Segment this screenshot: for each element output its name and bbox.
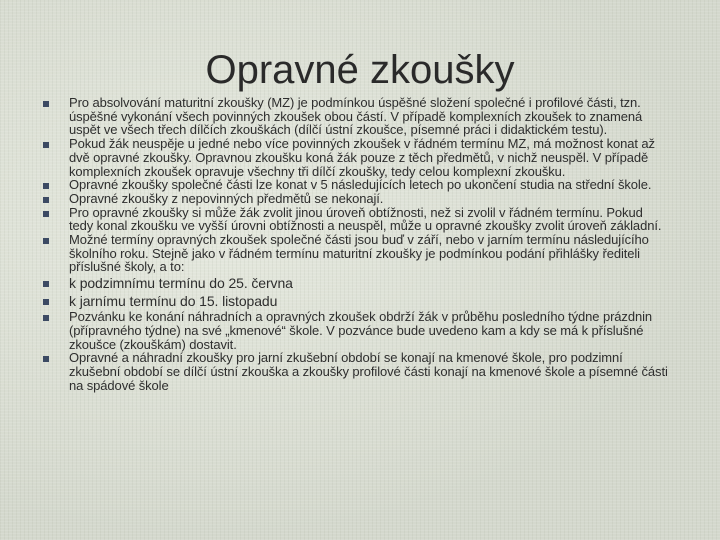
square-bullet-icon (43, 211, 49, 217)
square-bullet-icon (43, 299, 49, 305)
list-item (0, 351, 720, 392)
list-item-text: Opravné zkoušky společné části lze konat v 5 následujících letech po ukončení studia na střední škole. (69, 177, 652, 193)
list-item-text: Pozvánku ke konání náhradních a opravných zkoušek obdrží žák v průběhu posledního týdne prázdnin (přípravného týdne) na své „kmenové“ škole. V pozvánce bude uvedeno kam a kdy se má k příslušné zkoušce (zkouškám) dostavit. (69, 309, 653, 352)
list-item-deadline-spring (0, 292, 720, 310)
list-item-text: Pokud žák neuspěje u jedné nebo více povinných zkoušek v řádném termínu MZ, má možnost konat až dvě opravné zkoušky. Opravnou zkoušku koná žák pouze z těch předmětů, v nichž neuspěl. V případě komplexních zkoušek opravuje všechny tři dílčí zkoušky, tedy celou komplexní zkoušku. (69, 136, 655, 179)
deadline-label: k podzimnímu termínu (69, 275, 206, 292)
list-item (0, 137, 720, 178)
square-bullet-icon (43, 281, 49, 287)
square-bullet-icon (43, 142, 49, 148)
deadline-label: k jarnímu termínu (69, 293, 177, 310)
list-item-deadline-autumn (0, 274, 720, 292)
square-bullet-icon (43, 197, 49, 203)
bullet-list (0, 96, 720, 392)
list-item-text: Pro absolvování maturitní zkoušky (MZ) je podmínkou úspěšné složení společné i profilové části, tzn. úspěšné vykonání všech povinných zkoušek obou částí. V případě komplexních zkoušek to znamená uspět ve všech třech dílčích zkouškách (dílčí ústní zkoušce, písemné práci i didaktickém testu). (69, 95, 643, 138)
list-item-text: Opravné zkoušky z nepovinných předmětů se nekonají. (69, 190, 384, 206)
deadline-date: do 15. listopadu (176, 293, 278, 310)
list-item (0, 233, 720, 274)
slide-title: Opravné zkoušky (205, 48, 515, 92)
list-item (0, 192, 720, 206)
list-item (0, 310, 720, 351)
list-item-text: Pro opravné zkoušky si může žák zvolit jinou úroveň obtížnosti, než si zvolil v řádném termínu. Pokud tedy konal zkoušku ve vyšší úrovni obtížnosti a neuspěl, může u opravné zkoušky zvolit úroveň základní. (69, 204, 662, 234)
list-item (0, 96, 720, 137)
list-item (0, 206, 720, 233)
square-bullet-icon (43, 183, 49, 189)
list-item (0, 178, 720, 192)
square-bullet-icon (43, 315, 49, 321)
list-item-text: Opravné a náhradní zkoušky pro jarní zkušební období se konají na kmenové škole, pro podzimní zkušební období se dílčí ústní zkouška a zkoušky profilové části konají na kmenové škole a písemné části na spádové škole (69, 350, 668, 393)
square-bullet-icon (43, 356, 49, 362)
square-bullet-icon (43, 238, 49, 244)
list-item-text: Možné termíny opravných zkoušek společné části jsou buď v září, nebo v jarním termínu následujícího školního roku. Stejně jako v řádném termínu maturitní zkoušky je podmínkou podání přihlášky řediteli příslušné školy, a to: (69, 232, 649, 275)
deadline-date: do 25. června (205, 275, 293, 292)
square-bullet-icon (43, 101, 49, 107)
